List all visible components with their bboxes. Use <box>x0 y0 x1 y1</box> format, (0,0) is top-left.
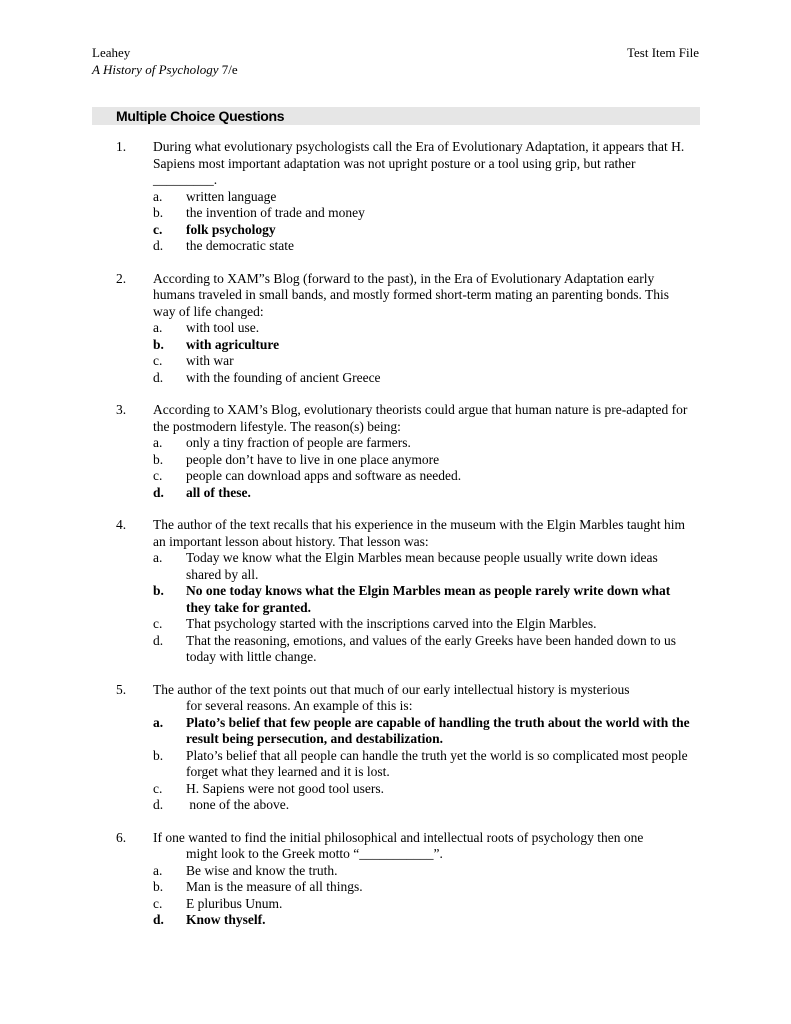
question-list <box>92 139 692 945</box>
book-line <box>92 61 699 78</box>
option-text: none of the above. <box>186 797 290 812</box>
question-2 <box>92 271 692 387</box>
question-4 <box>92 517 692 666</box>
question-text-continuation: might look to the Greek motto “___________”. <box>186 846 443 861</box>
option-c <box>153 616 692 633</box>
option-letter: a. <box>153 862 163 878</box>
section-heading-bar <box>92 107 700 125</box>
question-number: 1. <box>116 139 127 154</box>
page-header <box>92 44 699 78</box>
option-letter: a. <box>153 714 164 730</box>
option-b <box>153 205 692 222</box>
option-text: H. Sapiens were not good tool users. <box>186 780 384 796</box>
question-6 <box>92 830 692 929</box>
option-letter: a. <box>153 550 163 565</box>
option-c <box>153 468 692 485</box>
option-text: with war <box>186 353 234 368</box>
option-letter: b. <box>153 205 164 220</box>
option-a <box>153 189 692 206</box>
option-text: Plato’s belief that all people can handle the truth yet the world is so complicated most people forget what they learned and it is lost. <box>186 747 688 779</box>
option-c <box>153 896 692 913</box>
option-d <box>153 238 692 255</box>
option-text: folk psychology <box>186 221 276 237</box>
option-b <box>153 452 692 469</box>
question-text: According to XAM’s Blog, evolutionary theorists could argue that human nature is pre-adapted for the postmodern lifestyle. The reason(s) being: <box>153 402 688 434</box>
option-letter: b. <box>153 879 164 894</box>
option-letter: d. <box>153 632 164 648</box>
option-c <box>153 781 692 798</box>
option-text: Today we know what the Elgin Marbles mean because people usually write down ideas shared by all. <box>186 550 658 582</box>
option-text: with the founding of ancient Greece <box>186 369 381 385</box>
option-letter: b. <box>153 451 164 467</box>
option-letter: c. <box>153 468 163 483</box>
option-a <box>153 435 692 452</box>
option-letter: c. <box>153 353 163 368</box>
option-letter: b. <box>153 583 164 598</box>
option-letter: d. <box>153 238 164 253</box>
option-text: with tool use. <box>186 320 260 335</box>
option-d-correct-answer <box>153 912 692 929</box>
option-d <box>153 370 692 387</box>
question-text-first-line: If one wanted to find the initial philosophical and intellectual roots of psychology then one <box>153 829 644 845</box>
question-text: During what evolutionary psychologists call the Era of Evolutionary Adaptation, it appears that H. Sapiens most important adaptation was not upright posture or a tool using grip, but rather _________. <box>153 139 685 187</box>
question-text: The author of the text recalls that his experience in the museum with the Elgin Marbles taught him an important lesson about history. That lesson was: <box>153 517 685 549</box>
option-a <box>153 550 692 583</box>
question-text <box>153 830 692 863</box>
option-text: people don’t have to live in one place anymore <box>186 451 440 467</box>
option-text: only a tiny fraction of people are farmers. <box>186 435 411 450</box>
option-text: Be wise and know the truth. <box>186 862 338 878</box>
option-text: the invention of trade and money <box>186 205 365 220</box>
option-c-correct-answer <box>153 222 692 239</box>
option-text: That psychology started with the inscriptions carved into the Elgin Marbles. <box>186 616 597 631</box>
option-letter: b. <box>153 336 164 352</box>
option-letter: d. <box>153 369 164 385</box>
option-c <box>153 353 692 370</box>
section-title: Multiple Choice Questions <box>116 108 285 124</box>
author-name: Leahey <box>92 45 131 60</box>
question-text: According to XAM”s Blog (forward to the past), in the Era of Evolutionary Adaptation early humans traveled in small bands, and mostly formed short-term mating an parenting bonds. This way of life changed: <box>153 270 670 319</box>
option-text: That the reasoning, emotions, and values of the early Greeks have been handed down to us today with little change. <box>186 632 676 664</box>
option-text: Know thyself. <box>186 912 266 927</box>
option-letter: a. <box>153 435 163 450</box>
option-text: No one today knows what the Elgin Marbles mean as people rarely write down what they take for granted. <box>186 583 671 615</box>
option-letter: d. <box>153 912 164 927</box>
question-number: 3. <box>116 402 127 417</box>
question-number: 2. <box>116 270 127 286</box>
option-letter: a. <box>153 188 163 204</box>
option-letter: a. <box>153 320 163 335</box>
question-text-first-line: The author of the text points out that much of our early intellectual history is mysterious <box>153 681 630 697</box>
question-1 <box>92 139 692 255</box>
option-letter: c. <box>153 780 163 796</box>
option-a <box>153 320 692 337</box>
option-letter: d. <box>153 484 164 500</box>
option-text: with agriculture <box>186 336 280 352</box>
option-d <box>153 633 692 666</box>
option-b <box>153 879 692 896</box>
question-5 <box>92 682 692 814</box>
book-title: A History of Psychology <box>92 62 219 77</box>
question-text-continuation: for several reasons. An example of this is: <box>186 698 413 713</box>
question-number: 4. <box>116 517 127 532</box>
option-d-correct-answer <box>153 485 692 502</box>
option-letter: c. <box>153 895 163 911</box>
option-text: written language <box>186 188 277 204</box>
option-text: Plato’s belief that few people are capable of handling the truth about the world with the result being persecution, and destabilization. <box>186 714 690 746</box>
option-a <box>153 863 692 880</box>
option-b-correct-answer <box>153 337 692 354</box>
question-3 <box>92 402 692 501</box>
option-text: all of these. <box>186 484 251 500</box>
edition: 7/e <box>218 62 238 77</box>
option-b <box>153 748 692 781</box>
question-text <box>153 682 692 715</box>
question-number: 6. <box>116 829 127 845</box>
option-text: people can download apps and software as needed. <box>186 468 462 483</box>
option-text: E pluribus Unum. <box>186 895 283 911</box>
option-b-correct-answer <box>153 583 692 616</box>
option-letter: d. <box>153 797 164 812</box>
option-d <box>153 797 692 814</box>
option-letter: b. <box>153 747 164 763</box>
test-item-file-label: Test Item File <box>626 45 699 60</box>
option-a-correct-answer <box>153 715 692 748</box>
option-text: the democratic state <box>186 238 294 253</box>
option-text: Man is the measure of all things. <box>186 879 363 894</box>
option-letter: c. <box>153 221 163 237</box>
option-letter: c. <box>153 616 163 631</box>
question-number: 5. <box>116 681 127 697</box>
